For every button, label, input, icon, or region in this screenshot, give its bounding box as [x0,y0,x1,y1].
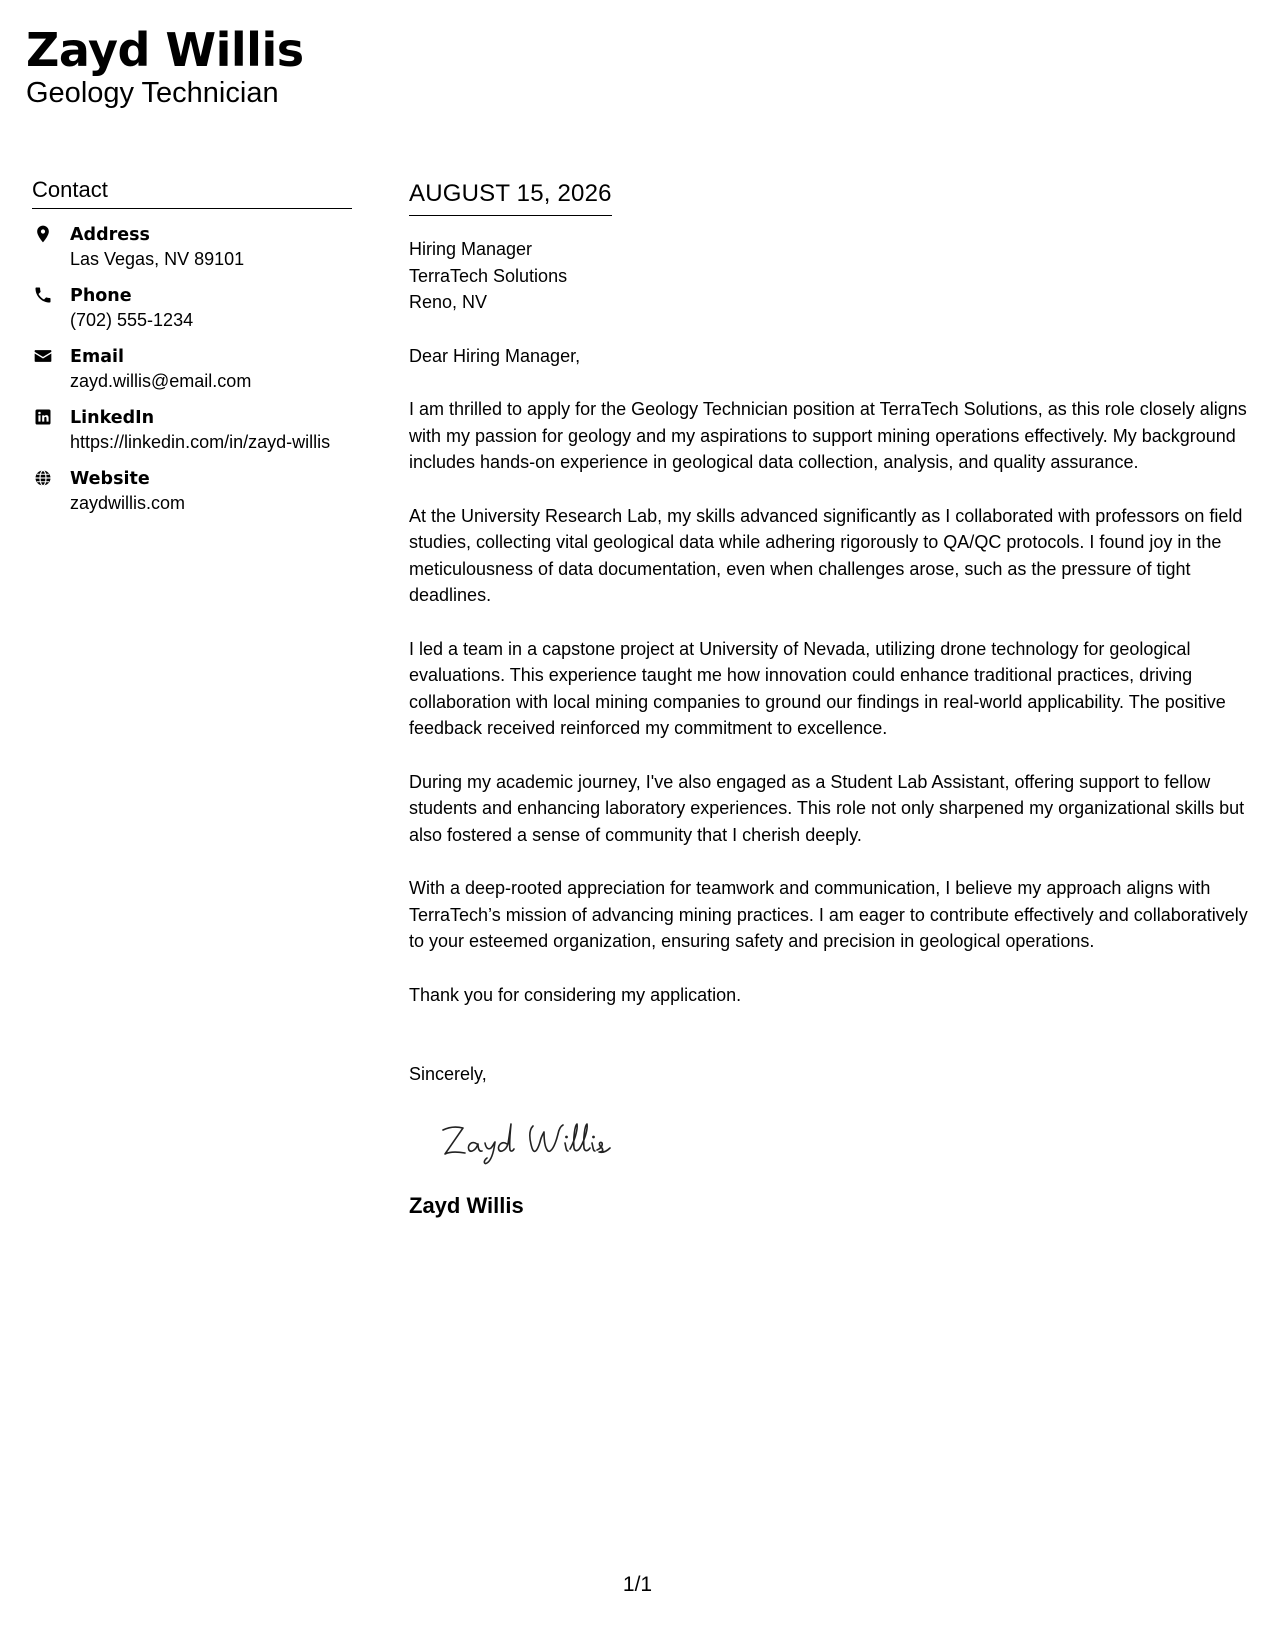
contact-item-linkedin [32,406,352,454]
contact-heading: Contact [32,176,352,209]
recipient-line: TerraTech Solutions [409,265,568,286]
body-paragraph: During my academic journey, I've also engaged as a Student Lab Assistant, offering support to fellow students and enhancing laboratory experiences. This role not only sharpened my organizational skills but also fostered a sense of community that I cherish deeply. [409,771,1245,845]
recipient-line: Hiring Manager [409,239,533,259]
body-paragraph: With a deep-rooted appreciation for teamwork and communication, I believe my approach aligns with TerraTech’s mission of advancing mining practices. I am eager to contribute effectively and collaboratively to your esteemed organization, ensuring safety and precision in geological operations. [409,878,1248,951]
contact-value: zayd.willis@email.com [70,371,252,391]
applicant-name: Zayd Willis [26,23,304,77]
email-icon [32,345,54,367]
contact-label: Address [70,225,150,245]
contact-sidebar [32,176,352,528]
contact-value: (702) 555-1234 [70,310,194,330]
phone-icon [32,284,54,306]
contact-value: https://linkedin.com/in/zayd-willis [70,432,331,452]
header [26,22,304,110]
signer-name: Zayd Willis [409,1192,524,1218]
body-paragraph: I led a team in a capstone project at University of Nevada, utilizing drone technology for geological evaluations. This experience taught me how innovation could enhance traditional practices, driving collaboration with local mining companies to ground our findings in real-world applicability. The positive feedback received reinforced my commitment to excellence. [409,638,1226,738]
contact-item-address [32,223,352,271]
letter-body [409,179,1254,1220]
letter-date: AUGUST 15, 2026 [409,179,612,216]
body-paragraph: At the University Research Lab, my skills advanced significantly as I collaborated with professors on field studies, collecting vital geological data while adhering rigorously to QA/QC protocols. I found joy in the meticulousness of data documentation, even when challenges arose, such as the pressure of tight deadlines. [409,505,1243,605]
contact-value: zaydwillis.com [70,493,186,513]
globe-icon [32,467,54,489]
contact-item-email [32,345,352,393]
contact-label: Email [70,347,124,367]
contact-label: Website [70,469,150,489]
body-paragraph: Thank you for considering my application. [409,984,742,1005]
closing: Sincerely, [409,1064,487,1084]
map-pin-icon [32,223,54,245]
applicant-title: Geology Technician [26,77,279,109]
salutation: Dear Hiring Manager, [409,345,581,366]
handwritten-signature [437,1110,1254,1170]
page-number: 1/1 [622,1573,653,1596]
linkedin-icon [32,406,54,428]
contact-label: LinkedIn [70,408,155,428]
body-paragraph: I am thrilled to apply for the Geology Technician position at TerraTech Solutions, as this role closely aligns with my passion for geology and my aspirations to support mining operations effectively. My background includes hands-on experience in geological data collection, analysis, and quality assurance. [409,399,1247,472]
contact-label: Phone [70,286,132,306]
contact-item-website [32,467,352,515]
recipient-block [409,236,1254,316]
contact-value: Las Vegas, NV 89101 [70,249,245,269]
recipient-line: Reno, NV [409,292,488,312]
contact-item-phone [32,284,352,332]
